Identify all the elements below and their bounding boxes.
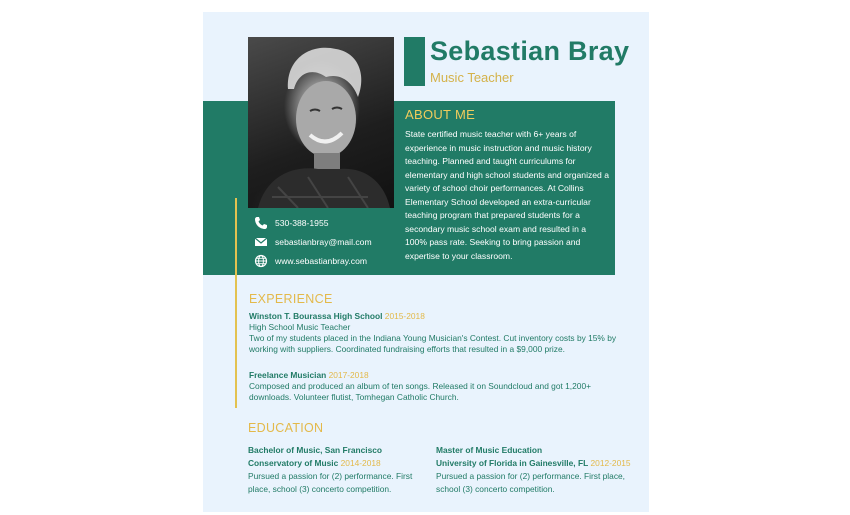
- edu-description: Pursued a passion for (2) performance. First place, school (3) concerto competition.: [248, 471, 413, 494]
- candidate-name: Sebastian Bray: [430, 36, 630, 66]
- email-text[interactable]: sebastianbray@mail.com: [275, 237, 372, 247]
- contact-website: [254, 254, 367, 268]
- about-title: ABOUT ME: [405, 107, 476, 122]
- job-entry: [249, 311, 629, 355]
- job-entry: [249, 370, 629, 403]
- job-dates: 2015-2018: [384, 311, 425, 321]
- edu-dates: 2014-2018: [340, 458, 381, 468]
- edu-degree: Bachelor of Music, San Francisco: [248, 445, 383, 455]
- about-body: State certified music teacher with 6+ years of experience in music instruction and music history teaching. Planned and taught curriculums for elementary and high school students and organized a variety of school choir performances. At Collins Elementary School developed an extra-curricular teaching program that prepared students for a secondary music school exam and resulted in a 100% pass rate. Seeking to bring passion and expertise to your classroom.: [405, 129, 610, 261]
- experience-title: EXPERIENCE: [249, 292, 333, 306]
- globe-icon: [254, 254, 268, 268]
- job-description: Composed and produced an album of ten songs. Released it on Soundcloud and got 1,200+ downloads. Volunteer flutist, Tomhegan Catholic Church.: [249, 381, 591, 402]
- timeline-line: [235, 198, 237, 408]
- phone-icon: [254, 216, 268, 230]
- education-entry: [248, 444, 433, 496]
- education-title: EDUCATION: [248, 421, 324, 435]
- edu-school: University of Florida in Gainesville, FL: [436, 458, 589, 468]
- job-employer: Freelance Musician: [249, 370, 327, 380]
- job-employer: Winston T. Bourassa High School: [249, 311, 383, 321]
- candidate-role: Music Teacher: [430, 70, 514, 85]
- education-entry: [436, 444, 636, 496]
- edu-degree: Master of Music Education: [436, 445, 543, 455]
- job-description: Two of my students placed in the Indiana Young Musician's Contest. Cut inventory costs by 15% by working with suppliers. Coordinated fundraising efforts that resulted in a $9,000 prize.: [249, 333, 617, 354]
- envelope-icon: [254, 235, 268, 249]
- website-text[interactable]: www.sebastianbray.com: [275, 256, 368, 266]
- edu-school: Conservatory of Music: [248, 458, 339, 468]
- job-dates: 2017-2018: [328, 370, 369, 380]
- edu-dates: 2012-2015: [590, 458, 631, 468]
- profile-photo: [248, 37, 394, 208]
- job-position: High School Music Teacher: [249, 322, 351, 332]
- edu-description: Pursued a passion for (2) performance. First place, school (3) concerto competition.: [436, 471, 625, 494]
- contact-email: [254, 235, 372, 249]
- contact-phone: [254, 216, 329, 230]
- phone-text: 530-388-1955: [275, 218, 329, 228]
- name-accent-bar: [404, 37, 425, 86]
